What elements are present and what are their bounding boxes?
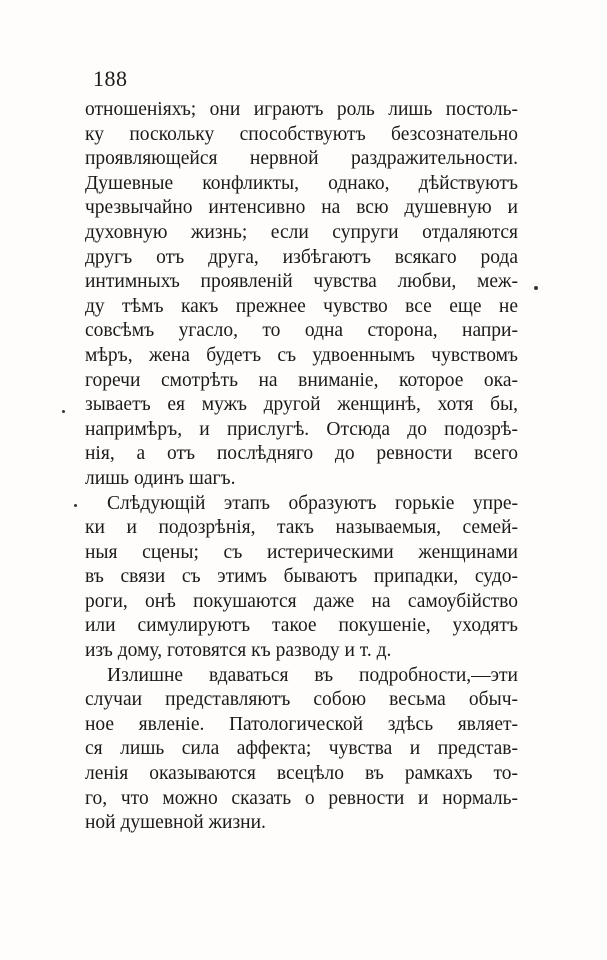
text-line: зываетъ ея мужъ другой женщинѣ, хотя бы, [85, 394, 518, 416]
text-line: ленія оказываются всецѣло въ рамкахъ то- [85, 763, 518, 785]
text-line: нія, а отъ послѣдняго до ревности всего [85, 443, 518, 465]
text-line: ное явленіе. Патологической здѣсь являет- [85, 713, 518, 735]
text-line: го, что можно сказать о ревности и нормаль- [85, 787, 518, 809]
text-line: мѣръ, жена будетъ съ удвоеннымъ чувствомъ [85, 344, 518, 366]
text-line: или симулируютъ такое покушеніе, уходятъ [85, 615, 518, 637]
text-line: интимныхъ проявленій чувства любви, меж- [85, 271, 518, 293]
text-line: чрезвычайно интенсивно на всю душевную и [85, 197, 518, 219]
text-line: духовную жизнь; если супруги отдаляются [85, 221, 518, 243]
paragraph-first-line: Слѣдующій этапъ образуютъ горькіе упре- [107, 492, 518, 514]
text-line: ку поскольку способствуютъ безсознательно [85, 123, 518, 145]
text-line: совсѣмъ угасло, то одна сторона, напри- [85, 320, 518, 342]
text-line: другъ отъ друга, избѣгаютъ всякаго рода [85, 246, 518, 268]
text-line: ной душевной жизни. [85, 812, 266, 834]
text-line: ся лишь сила аффекта; чувства и представ- [85, 738, 518, 760]
text-line: Душевные конфликты, однако, дѣйствуютъ [85, 172, 518, 194]
text-line: напримѣръ, и прислугѣ. Отсюда до подозрѣ- [85, 418, 518, 440]
text-line: изъ дому, готовятся къ разводу и т. д. [85, 640, 392, 662]
body-text [85, 98, 518, 836]
text-line: ду тѣмъ какъ прежнее чувство все еще не [85, 295, 518, 317]
margin-dot-mark [534, 286, 538, 290]
text-line: горечи смотрѣть на вниманіе, которое ока- [85, 369, 518, 391]
paragraph-first-line: Излишне вдаваться въ подробности,—эти [107, 664, 518, 686]
text-line: въ связи съ этимъ бываютъ припадки, судо- [85, 566, 518, 588]
text-line: ки и подозрѣнія, такъ называемыя, семей- [85, 517, 518, 539]
text-line: лишь одинъ шагъ. [85, 467, 236, 489]
text-line: роги, онѣ покушаются даже на самоубійство [85, 590, 518, 612]
page-number: 188 [93, 66, 128, 91]
margin-dot-mark [74, 504, 77, 507]
text-line: проявляющейся нервной раздражительности. [85, 148, 518, 170]
text-line: отношеніяхъ; они играютъ роль лишь постоль- [85, 99, 518, 120]
text-line: ныя сцены; съ истерическими женщинами [85, 541, 518, 563]
text-line: случаи представляютъ собою весьма обыч- [85, 689, 518, 711]
margin-dot-mark [62, 410, 65, 413]
